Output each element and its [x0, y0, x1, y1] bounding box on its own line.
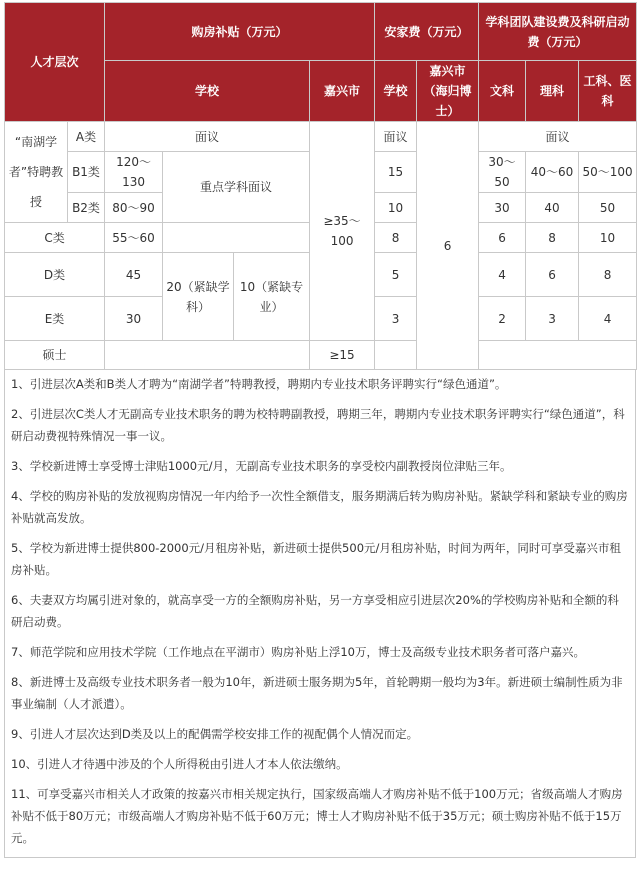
level-nanhu-scholar: “南湖学者”特聘教授 [5, 122, 68, 223]
d-like: 6 [526, 253, 579, 297]
c-gongyi: 10 [579, 223, 637, 253]
e-settle: 3 [375, 297, 417, 341]
header-housing-subsidy: 购房补贴（万元） [105, 3, 375, 61]
header-wenke: 文科 [479, 61, 526, 122]
shuoshi-team-empty [479, 341, 637, 370]
de-urgent-major: 10（紧缺专业） [234, 253, 310, 341]
note-1: 1、引进层次A类和B类人才聘为“南湖学者”特聘教授，聘期内专业技术职务评聘实行“绿色通道”。 [11, 377, 507, 391]
e-wenke: 2 [479, 297, 526, 341]
c-settle: 8 [375, 223, 417, 253]
talent-subsidy-table [4, 2, 637, 370]
jiaxing-settle: 6 [417, 122, 479, 370]
b1-housing-school: 120～130 [105, 152, 163, 193]
header-housing-jiaxing: 嘉兴市 [310, 61, 375, 122]
note-6: 6、夫妻双方均属引进对象的，就高享受一方的全额购房补贴，另一方享受相应引进层次20%的学校购房补贴和全额的科研启动费。 [11, 593, 619, 629]
b2-like: 40 [526, 193, 579, 223]
b2-settle: 10 [375, 193, 417, 223]
level-b1: B1类 [68, 152, 105, 193]
header-level: 人才层次 [5, 3, 105, 122]
b1-gongyi: 50～100 [579, 152, 637, 193]
d-wenke: 4 [479, 253, 526, 297]
header-like: 理科 [526, 61, 579, 122]
policy-document [4, 2, 636, 858]
level-e: E类 [5, 297, 105, 341]
note-8: 8、新进博士及高级专业技术职务者一般为10年，新进硕士服务期为5年，首轮聘期一般均为3年。新进硕士编制性质为非事业编制（人才派遣）。 [11, 675, 623, 711]
note-4: 4、学校的购房补贴的发放视购房情况一年内给予一次性全额借支，服务期满后转为购房补贴。紧缺学科和紧缺专业的购房补贴就高发放。 [11, 489, 628, 525]
level-b2: B2类 [68, 193, 105, 223]
level-shuoshi: 硕士 [5, 341, 105, 370]
d-settle: 5 [375, 253, 417, 297]
de-urgent-discipline: 20（紧缺学科） [163, 253, 234, 341]
b1-settle: 15 [375, 152, 417, 193]
shuoshi-housing-jiaxing: ≥15 [310, 341, 375, 370]
note-2: 2、引进层次C类人才无副高专业技术职务的聘为校特聘副教授，聘期三年，聘期内专业技术职务评聘实行“绿色通道”，科研启动费视特殊情况一事一议。 [11, 407, 625, 443]
jiaxing-housing: ≥35～100 [310, 122, 375, 341]
note-7: 7、师范学院和应用技术学院（工作地点在平湖市）购房补贴上浮10万，博士及高级专业技术职务者可落户嘉兴。 [11, 645, 585, 659]
a-settle-school: 面议 [375, 122, 417, 152]
header-team-fee: 学科团队建设费及科研启动费（万元） [479, 3, 637, 61]
note-11: 11、可享受嘉兴市相关人才政策的按嘉兴市相关规定执行，国家级高端人才购房补贴不低于100万元；省级高端人才购房补贴不低于80万元；市级高端人才购房补贴不低于60万元；博士人才购房补贴不低于35万元；硕士购房补贴不低于15万元。 [11, 787, 623, 845]
note-5: 5、学校为新进博士提供800-2000元/月租房补贴，新进硕士提供500元/月租房补贴，时间为两年，同时可享受嘉兴市租房补贴。 [11, 541, 621, 577]
e-like: 3 [526, 297, 579, 341]
b2-wenke: 30 [479, 193, 526, 223]
policy-notes [4, 370, 636, 858]
b1-like: 40～60 [526, 152, 579, 193]
note-9: 9、引进人才层次达到D类及以上的配偶需学校安排工作的视配偶个人情况而定。 [11, 727, 419, 741]
shuoshi-housing-empty [105, 341, 310, 370]
d-gongyi: 8 [579, 253, 637, 297]
b1-wenke: 30～50 [479, 152, 526, 193]
header-settle-jiaxing: 嘉兴市（海归博士） [417, 61, 479, 122]
c-wenke: 6 [479, 223, 526, 253]
note-10: 10、引进人才待遇中涉及的个人所得税由引进人才本人依法缴纳。 [11, 757, 348, 771]
a-housing-school: 面议 [105, 122, 310, 152]
note-3: 3、学校新进博士享受博士津贴1000元/月，无副高专业技术职务的享受校内副教授岗位津贴三年。 [11, 459, 512, 473]
header-settle-school: 学校 [375, 61, 417, 122]
a-team-fee: 面议 [479, 122, 637, 152]
d-housing-school: 45 [105, 253, 163, 297]
b2-housing-school: 80～90 [105, 193, 163, 223]
shuoshi-settle-empty [375, 341, 417, 370]
c-like: 8 [526, 223, 579, 253]
level-a: A类 [68, 122, 105, 152]
e-housing-school: 30 [105, 297, 163, 341]
c-housing-empty [163, 223, 310, 253]
e-gongyi: 4 [579, 297, 637, 341]
header-settle-fee: 安家费（万元） [375, 3, 479, 61]
level-d: D类 [5, 253, 105, 297]
c-housing-school: 55～60 [105, 223, 163, 253]
header-gongyi: 工科、医科 [579, 61, 637, 122]
b-key-discipline: 重点学科面议 [163, 152, 310, 223]
header-housing-school: 学校 [105, 61, 310, 122]
level-c: C类 [5, 223, 105, 253]
b2-gongyi: 50 [579, 193, 637, 223]
